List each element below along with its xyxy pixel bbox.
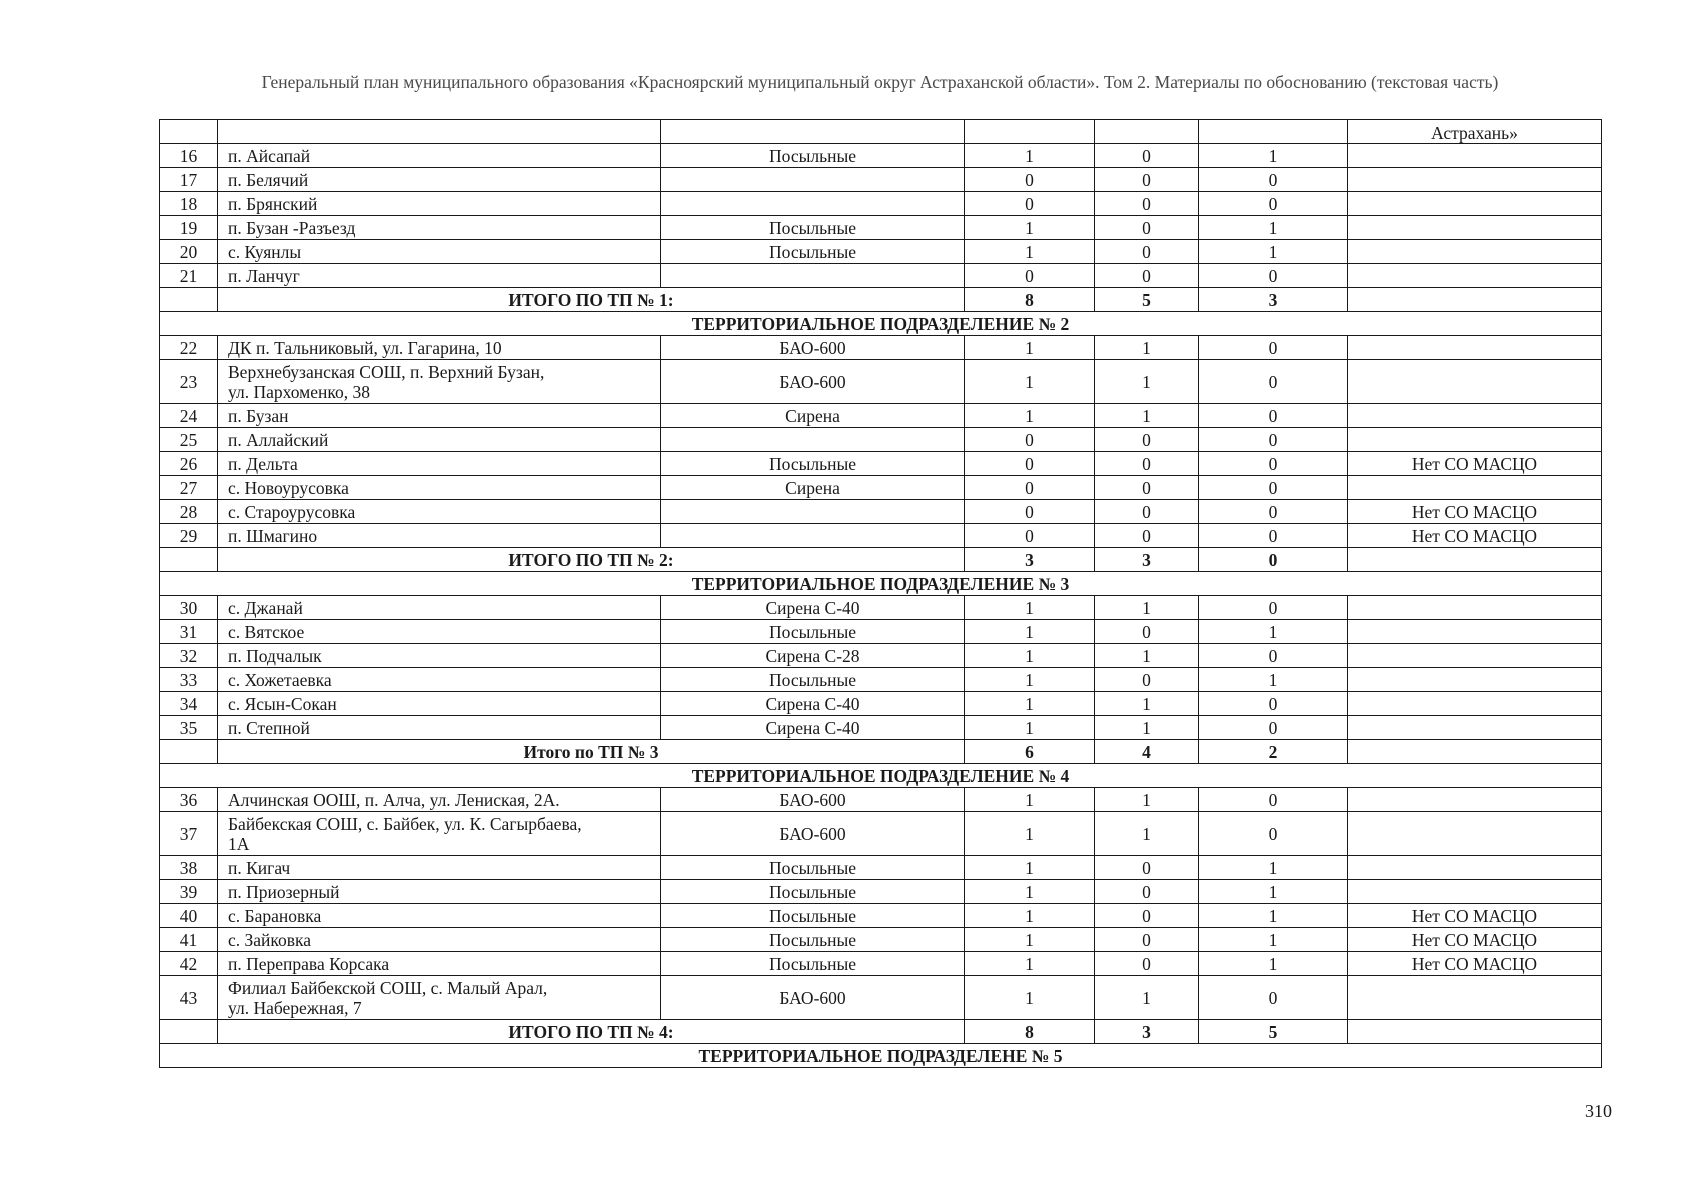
count-uncovered: 0: [1199, 812, 1348, 856]
settlement-name-line: с. Новоурусовка: [228, 477, 349, 498]
count-total: 1: [965, 644, 1095, 668]
count-uncovered: 0: [1199, 788, 1348, 812]
warning-means: Сирена С-40: [661, 716, 965, 740]
note-cell: [1348, 740, 1602, 764]
row-number: 41: [160, 928, 218, 952]
count-covered: 1: [1095, 360, 1199, 404]
table-row: [160, 692, 1602, 716]
note-cell: [1348, 548, 1602, 572]
warning-means: Посыльные: [661, 880, 965, 904]
note-cell: [1348, 812, 1602, 856]
warning-means: [661, 168, 965, 192]
settlement-name-line: с. Джанай: [228, 597, 303, 618]
settlement-name-line: п. Приозерный: [228, 881, 340, 902]
count-uncovered: 1: [1199, 880, 1348, 904]
settlement-name-line: ул. Пархоменко, 38: [228, 381, 370, 402]
row-number: [160, 288, 218, 312]
count-total: 1: [965, 144, 1095, 168]
row-number: 20: [160, 240, 218, 264]
row-number: 25: [160, 428, 218, 452]
warning-means: Посыльные: [661, 240, 965, 264]
table-row: [160, 524, 1602, 548]
table-row: [160, 336, 1602, 360]
settlement-name: [218, 788, 661, 812]
count-covered: 5: [1095, 288, 1199, 312]
note-cell: Нет СО МАСЦО: [1348, 904, 1602, 928]
count-uncovered: 1: [1199, 904, 1348, 928]
note-cell: [1348, 264, 1602, 288]
note-cell: [1348, 856, 1602, 880]
table-row: [160, 952, 1602, 976]
note-cell: [1348, 716, 1602, 740]
table-row: [160, 404, 1602, 428]
count-total: 1: [965, 788, 1095, 812]
settlement-name-line: с. Хожетаевка: [228, 669, 332, 690]
note-cell: [1348, 360, 1602, 404]
row-number: 23: [160, 360, 218, 404]
warning-means: БАО-600: [661, 812, 965, 856]
count-covered: 1: [1095, 404, 1199, 428]
count-total: 1: [965, 404, 1095, 428]
row-number: [160, 1020, 218, 1044]
count-total: 1: [965, 216, 1095, 240]
count-covered: 0: [1095, 144, 1199, 168]
settlement-name-line: Филиал Байбекской СОШ, с. Малый Арал,: [228, 977, 548, 998]
count-uncovered: 0: [1199, 336, 1348, 360]
warning-means: БАО-600: [661, 976, 965, 1020]
count-uncovered: 1: [1199, 928, 1348, 952]
settlement-name-line: п. Айсапай: [228, 145, 311, 166]
count-covered: 4: [1095, 740, 1199, 764]
settlement-name: [218, 596, 661, 620]
settlement-name: [218, 264, 661, 288]
settlement-name: [218, 952, 661, 976]
settlement-name: [218, 360, 661, 404]
row-number: 19: [160, 216, 218, 240]
warning-means: Посыльные: [661, 904, 965, 928]
warning-means: Сирена С-28: [661, 644, 965, 668]
table-row: [160, 716, 1602, 740]
settlement-name: [218, 144, 661, 168]
settlement-name-line: Алчинская ООШ, п. Алча, ул. Лениская, 2А.: [228, 789, 560, 810]
settlement-name-line: п. Аллайский: [228, 429, 329, 450]
count-covered: 1: [1095, 644, 1199, 668]
count-covered: 0: [1095, 240, 1199, 264]
warning-means: БАО-600: [661, 360, 965, 404]
warning-means: БАО-600: [661, 788, 965, 812]
settlement-name-line: п. Ланчуг: [228, 265, 300, 286]
count-covered: 0: [1095, 952, 1199, 976]
count-covered: 0: [1095, 500, 1199, 524]
count-total: 1: [965, 596, 1095, 620]
running-header: Генеральный план муниципального образования «Красноярский муниципальный округ Астраханской области». Том 2. Материалы по обоснованию (текстовая часть): [261, 72, 1499, 92]
count-covered: 0: [1095, 428, 1199, 452]
note-cell: [1348, 692, 1602, 716]
warning-means: Посыльные: [661, 144, 965, 168]
count-covered: 0: [1095, 668, 1199, 692]
settlement-name: [218, 428, 661, 452]
section-header-row: [160, 1044, 1602, 1068]
warning-means: Посыльные: [661, 620, 965, 644]
subtotal-label: ИТОГО ПО ТП № 1:: [218, 288, 965, 312]
count-total: 1: [965, 620, 1095, 644]
table-row: [160, 360, 1602, 404]
row-number: [160, 548, 218, 572]
count-total: 0: [965, 476, 1095, 500]
count-total: 8: [965, 1020, 1095, 1044]
count-total: 0: [965, 428, 1095, 452]
subtotal-label: ИТОГО ПО ТП № 4:: [218, 1020, 965, 1044]
count-covered: 0: [1095, 904, 1199, 928]
count-uncovered: 0: [1199, 404, 1348, 428]
table-row: [160, 812, 1602, 856]
count-uncovered: 2: [1199, 740, 1348, 764]
settlement-name: [218, 500, 661, 524]
settlement-name: [218, 620, 661, 644]
warning-means: Сирена С-40: [661, 596, 965, 620]
row-number: 35: [160, 716, 218, 740]
settlement-name-line: с. Староурусовка: [228, 501, 356, 522]
note-cell: [1348, 596, 1602, 620]
note-cell: [1348, 288, 1602, 312]
settlement-name: [218, 216, 661, 240]
count-uncovered: 0: [1199, 716, 1348, 740]
count-total: 1: [965, 952, 1095, 976]
subtotal-row: [160, 1020, 1602, 1044]
row-number: 28: [160, 500, 218, 524]
section-header-row: [160, 764, 1602, 788]
settlement-name-line: с. Куянлы: [228, 241, 302, 262]
settlement-name: [218, 928, 661, 952]
row-number: 39: [160, 880, 218, 904]
count-uncovered: 0: [1199, 644, 1348, 668]
row-number: [160, 740, 218, 764]
count-total: 6: [965, 740, 1095, 764]
section-title: ТЕРРИТОРИАЛЬНОЕ ПОДРАЗДЕЛЕНИЕ № 3: [160, 572, 1602, 596]
count-total: 1: [965, 880, 1095, 904]
table-row: [160, 264, 1602, 288]
count-covered: 0: [1095, 620, 1199, 644]
count-uncovered: 5: [1199, 1020, 1348, 1044]
count-covered: 1: [1095, 812, 1199, 856]
warning-means: [661, 192, 965, 216]
settlement-name: [218, 668, 661, 692]
row-number: 29: [160, 524, 218, 548]
warning-means: Посыльные: [661, 952, 965, 976]
settlement-name-line: ДК п. Тальниковый, ул. Гагарина, 10: [228, 337, 502, 358]
warning-means: [661, 264, 965, 288]
settlement-name-line: п. Переправа Корсака: [228, 953, 390, 974]
table-row: [160, 880, 1602, 904]
count-total: 0: [965, 168, 1095, 192]
note-cell: [1348, 476, 1602, 500]
count-total: 1: [965, 360, 1095, 404]
section-title: ТЕРРИТОРИАЛЬНОЕ ПОДРАЗДЕЛЕНИЕ № 4: [160, 764, 1602, 788]
count-uncovered: 0: [1199, 476, 1348, 500]
count-covered: 1: [1095, 336, 1199, 360]
warning-means: [661, 500, 965, 524]
warning-means: Сирена С-40: [661, 692, 965, 716]
count-uncovered: 0: [1199, 264, 1348, 288]
settlement-name: [218, 476, 661, 500]
table-continuation-row: [160, 120, 1602, 144]
warning-means: Сирена: [661, 476, 965, 500]
subtotal-label: Итого по ТП № 3: [218, 740, 965, 764]
row-number: 34: [160, 692, 218, 716]
note-cell: [1348, 620, 1602, 644]
count-total: 0: [965, 264, 1095, 288]
settlement-name-line: п. Подчалык: [228, 645, 322, 666]
settlement-name: [218, 240, 661, 264]
count-uncovered: 1: [1199, 952, 1348, 976]
row-number: 38: [160, 856, 218, 880]
settlement-name: [218, 976, 661, 1020]
settlement-name-line: п. Кигач: [228, 857, 291, 878]
count-covered: 1: [1095, 788, 1199, 812]
warning-means: Посыльные: [661, 856, 965, 880]
section-header-row: [160, 572, 1602, 596]
note-cell: [1348, 644, 1602, 668]
count-uncovered: 1: [1199, 668, 1348, 692]
note-cell: [1348, 428, 1602, 452]
row-number: 18: [160, 192, 218, 216]
count-covered: 0: [1095, 264, 1199, 288]
count-covered: 1: [1095, 716, 1199, 740]
row-number: 31: [160, 620, 218, 644]
count-uncovered: 0: [1199, 428, 1348, 452]
count-covered: 0: [1095, 216, 1199, 240]
note-cell: [1348, 404, 1602, 428]
table-row: [160, 216, 1602, 240]
row-number: 21: [160, 264, 218, 288]
table-row: [160, 240, 1602, 264]
warning-means: Посыльные: [661, 452, 965, 476]
count-uncovered: 0: [1199, 976, 1348, 1020]
count-total: 0: [965, 192, 1095, 216]
settlement-name-line: п. Бузан: [228, 405, 289, 426]
count-covered: 0: [1095, 928, 1199, 952]
table-row: [160, 476, 1602, 500]
count-uncovered: 1: [1199, 620, 1348, 644]
warning-means: Посыльные: [661, 668, 965, 692]
count-uncovered: 3: [1199, 288, 1348, 312]
count-total: 1: [965, 976, 1095, 1020]
settlement-name: [218, 336, 661, 360]
note-cell: [1348, 336, 1602, 360]
count-total: 1: [965, 716, 1095, 740]
note-cell: Нет СО МАСЦО: [1348, 500, 1602, 524]
row-number: 30: [160, 596, 218, 620]
table-row: [160, 144, 1602, 168]
count-total: 1: [965, 668, 1095, 692]
count-total: 3: [965, 548, 1095, 572]
settlement-name-line: с. Барановка: [228, 905, 322, 926]
note-cell: [1348, 668, 1602, 692]
count-covered: 1: [1095, 596, 1199, 620]
note-cell: [1348, 168, 1602, 192]
row-number: 16: [160, 144, 218, 168]
note-cell: [1348, 216, 1602, 240]
count-uncovered: 0: [1199, 596, 1348, 620]
settlement-name-line: п. Брянский: [228, 193, 318, 214]
count-total: 1: [965, 812, 1095, 856]
table-row: [160, 928, 1602, 952]
count-uncovered: 1: [1199, 144, 1348, 168]
count-uncovered: 1: [1199, 856, 1348, 880]
count-total: 1: [965, 928, 1095, 952]
table-row: [160, 596, 1602, 620]
section-title: ТЕРРИТОРИАЛЬНОЕ ПОДРАЗДЕЛЕНЕ № 5: [160, 1044, 1602, 1068]
settlement-name-line: Байбекская СОШ, с. Байбек, ул. К. Сагырбаева,: [228, 813, 582, 834]
settlement-name-line: с. Ясын-Сокан: [228, 693, 337, 714]
settlement-name: [218, 192, 661, 216]
row-number: 33: [160, 668, 218, 692]
count-covered: 0: [1095, 168, 1199, 192]
settlement-name: [218, 692, 661, 716]
note-cell: [1348, 976, 1602, 1020]
table-row: [160, 452, 1602, 476]
count-uncovered: 0: [1199, 452, 1348, 476]
table-row: [160, 856, 1602, 880]
settlement-name: [218, 880, 661, 904]
settlement-name-line: с. Вятское: [228, 621, 305, 642]
row-number: 42: [160, 952, 218, 976]
count-total: 8: [965, 288, 1095, 312]
row-number: 37: [160, 812, 218, 856]
count-total: 1: [965, 856, 1095, 880]
warning-means: БАО-600: [661, 336, 965, 360]
warning-means: Посыльные: [661, 928, 965, 952]
table-row: [160, 644, 1602, 668]
settlement-name: [218, 812, 661, 856]
table-row: [160, 192, 1602, 216]
count-uncovered: 0: [1199, 360, 1348, 404]
note-cell: [1348, 1020, 1602, 1044]
settlement-name: [218, 404, 661, 428]
count-total: 0: [965, 524, 1095, 548]
count-uncovered: 0: [1199, 192, 1348, 216]
subtotal-label: ИТОГО ПО ТП № 2:: [218, 548, 965, 572]
row-number: 17: [160, 168, 218, 192]
count-total: 0: [965, 500, 1095, 524]
count-uncovered: 0: [1199, 548, 1348, 572]
settlement-name-line: п. Шмагино: [228, 525, 318, 546]
count-covered: 1: [1095, 692, 1199, 716]
note-cell: [1348, 144, 1602, 168]
settlements-table: [159, 119, 1602, 1068]
settlement-name-line: п. Степной: [228, 717, 310, 738]
table-row: [160, 500, 1602, 524]
settlement-name: [218, 524, 661, 548]
count-covered: 0: [1095, 524, 1199, 548]
settlement-name: [218, 168, 661, 192]
settlement-name-line: п. Бузан -Разъезд: [228, 217, 356, 238]
row-number: 32: [160, 644, 218, 668]
note-cell: [1348, 880, 1602, 904]
note-cell: Нет СО МАСЦО: [1348, 452, 1602, 476]
settlement-name-line: п. Белячий: [228, 169, 309, 190]
count-total: 1: [965, 904, 1095, 928]
continuation-note: Астрахань»: [1348, 120, 1602, 144]
row-number: 40: [160, 904, 218, 928]
table-row: [160, 428, 1602, 452]
table-row: [160, 168, 1602, 192]
subtotal-row: [160, 740, 1602, 764]
row-number: 22: [160, 336, 218, 360]
note-cell: [1348, 240, 1602, 264]
settlement-name: [218, 716, 661, 740]
count-covered: 1: [1095, 976, 1199, 1020]
section-title: ТЕРРИТОРИАЛЬНОЕ ПОДРАЗДЕЛЕНИЕ № 2: [160, 312, 1602, 336]
count-covered: 3: [1095, 548, 1199, 572]
table-row: [160, 904, 1602, 928]
table-row: [160, 976, 1602, 1020]
settlement-name-line: п. Дельта: [228, 453, 298, 474]
count-total: 0: [965, 452, 1095, 476]
section-header-row: [160, 312, 1602, 336]
count-uncovered: 0: [1199, 524, 1348, 548]
warning-means: Посыльные: [661, 216, 965, 240]
note-cell: Нет СО МАСЦО: [1348, 524, 1602, 548]
count-covered: 3: [1095, 1020, 1199, 1044]
table-row: [160, 668, 1602, 692]
count-uncovered: 0: [1199, 692, 1348, 716]
row-number: 27: [160, 476, 218, 500]
count-total: 1: [965, 240, 1095, 264]
note-cell: [1348, 192, 1602, 216]
count-covered: 0: [1095, 452, 1199, 476]
count-uncovered: 0: [1199, 168, 1348, 192]
settlement-name-line: с. Зайковка: [228, 929, 312, 950]
count-covered: 0: [1095, 880, 1199, 904]
settlement-name: [218, 452, 661, 476]
warning-means: Сирена: [661, 404, 965, 428]
table-row: [160, 788, 1602, 812]
count-uncovered: 1: [1199, 216, 1348, 240]
count-covered: 0: [1095, 856, 1199, 880]
warning-means: [661, 524, 965, 548]
count-total: 1: [965, 336, 1095, 360]
settlement-name: [218, 904, 661, 928]
row-number: 24: [160, 404, 218, 428]
note-cell: Нет СО МАСЦО: [1348, 952, 1602, 976]
warning-means: [661, 428, 965, 452]
row-number: 26: [160, 452, 218, 476]
settlement-name: [218, 856, 661, 880]
page-number: 310: [1585, 1101, 1612, 1121]
settlement-name-line: Верхнебузанская СОШ, п. Верхний Бузан,: [228, 361, 545, 382]
count-covered: 0: [1095, 192, 1199, 216]
count-covered: 0: [1095, 476, 1199, 500]
settlement-name-line: 1А: [228, 833, 250, 854]
note-cell: Нет СО МАСЦО: [1348, 928, 1602, 952]
settlement-name-line: ул. Набережная, 7: [228, 997, 362, 1018]
subtotal-row: [160, 288, 1602, 312]
settlement-name: [218, 644, 661, 668]
table-row: [160, 620, 1602, 644]
row-number: 43: [160, 976, 218, 1020]
note-cell: [1348, 788, 1602, 812]
subtotal-row: [160, 548, 1602, 572]
count-uncovered: 1: [1199, 240, 1348, 264]
row-number: 36: [160, 788, 218, 812]
count-total: 1: [965, 692, 1095, 716]
count-uncovered: 0: [1199, 500, 1348, 524]
